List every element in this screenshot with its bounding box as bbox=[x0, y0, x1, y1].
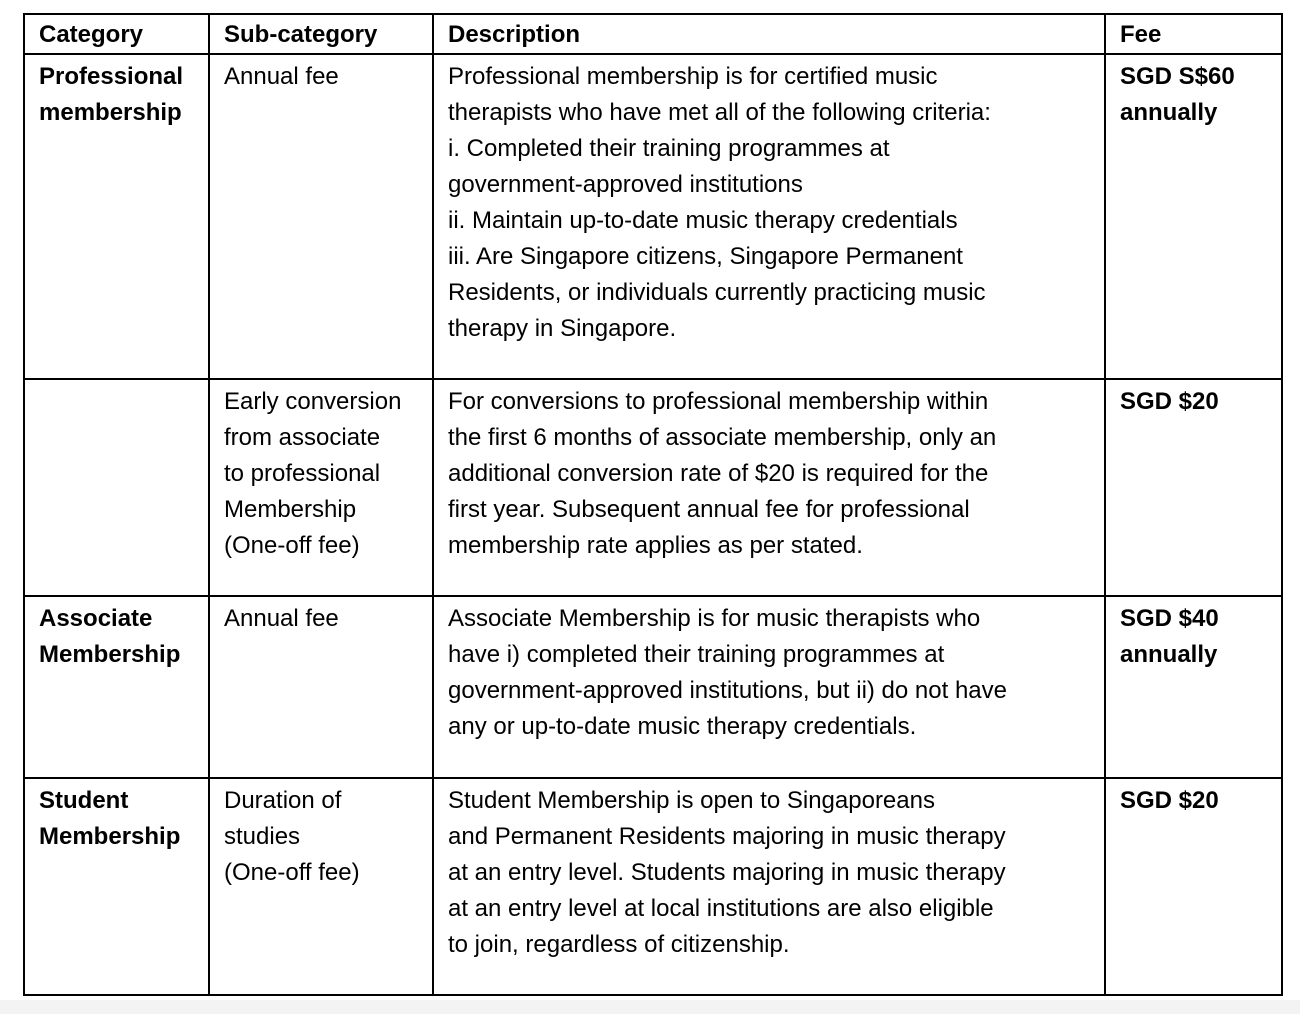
header-fee: Fee bbox=[1105, 14, 1282, 54]
description-line: government-approved institutions, but ii) do not have bbox=[448, 677, 1007, 704]
subcategory-text: Annual fee bbox=[224, 63, 339, 90]
description-line: at an entry level. Students majoring in music therapy bbox=[448, 859, 1006, 886]
description-line: iii. Are Singapore citizens, Singapore Permanent bbox=[448, 243, 963, 270]
header-description: Description bbox=[433, 14, 1105, 54]
subcategory-line: studies bbox=[224, 823, 301, 850]
subcategory-line: to professional bbox=[224, 460, 381, 487]
subcategory-line: Membership bbox=[224, 496, 357, 523]
fee-line: SGD $20 bbox=[1120, 787, 1219, 814]
header-subcategory: Sub-category bbox=[209, 14, 433, 54]
description-line: Residents, or individuals currently practicing music bbox=[448, 279, 986, 306]
fee-line: annually bbox=[1120, 641, 1218, 668]
description-line: the first 6 months of associate membership, only an bbox=[448, 424, 997, 451]
category-line: Associate bbox=[39, 605, 153, 632]
category-cell bbox=[24, 379, 209, 596]
description-line: For conversions to professional membership within bbox=[448, 388, 989, 415]
subcategory-cell bbox=[209, 778, 433, 995]
description-line: have i) completed their training programmes at bbox=[448, 641, 945, 668]
description-line: Professional membership is for certified music bbox=[448, 63, 938, 90]
description-line: additional conversion rate of $20 is required for the bbox=[448, 460, 989, 487]
table-row bbox=[24, 54, 1282, 379]
description-line: government-approved institutions bbox=[448, 171, 803, 198]
subcategory-line: (One-off fee) bbox=[224, 532, 360, 559]
description-line: membership rate applies as per stated. bbox=[448, 532, 863, 559]
category-line: Student bbox=[39, 787, 129, 814]
description-cell bbox=[433, 379, 1105, 596]
subcategory-line: (One-off fee) bbox=[224, 859, 360, 886]
fee-line: annually bbox=[1120, 99, 1218, 126]
fee-cell bbox=[1105, 778, 1282, 995]
category-text: Professional membership bbox=[39, 63, 184, 126]
fee-cell bbox=[1105, 596, 1282, 778]
membership-fee-table bbox=[23, 13, 1283, 996]
description-line: at an entry level at local institutions are also eligible bbox=[448, 895, 994, 922]
fee-cell bbox=[1105, 379, 1282, 596]
category-line: Membership bbox=[39, 823, 181, 850]
description-cell bbox=[433, 778, 1105, 995]
fee-line: SGD $20 bbox=[1120, 388, 1219, 415]
category-line: Membership bbox=[39, 641, 181, 668]
description-line: therapy in Singapore. bbox=[448, 315, 677, 342]
subcategory-cell bbox=[209, 54, 433, 379]
fee-cell bbox=[1105, 54, 1282, 379]
subcategory-text: Annual fee bbox=[224, 605, 339, 632]
description-cell bbox=[433, 596, 1105, 778]
subcategory-cell bbox=[209, 596, 433, 778]
table-row bbox=[24, 596, 1282, 778]
category-cell bbox=[24, 54, 209, 379]
table-row bbox=[24, 379, 1282, 596]
page-bottom-strip bbox=[0, 1000, 1300, 1014]
description-line: i. Completed their training programmes at bbox=[448, 135, 890, 162]
category-cell bbox=[24, 778, 209, 995]
description-line: any or up-to-date music therapy credentials. bbox=[448, 713, 917, 740]
subcategory-cell bbox=[209, 379, 433, 596]
description-line: Associate Membership is for music therapists who bbox=[448, 605, 981, 632]
subcategory-line: from associate bbox=[224, 424, 381, 451]
header-category: Category bbox=[24, 14, 209, 54]
subcategory-line: Early conversion bbox=[224, 388, 402, 415]
description-line: to join, regardless of citizenship. bbox=[448, 931, 790, 958]
description-line: ii. Maintain up-to-date music therapy credentials bbox=[448, 207, 958, 234]
description-cell bbox=[433, 54, 1105, 379]
subcategory-line: Duration of bbox=[224, 787, 342, 814]
table-row bbox=[24, 778, 1282, 995]
description-line: Student Membership is open to Singaporeans bbox=[448, 787, 935, 814]
fee-line: SGD S$60 bbox=[1120, 63, 1235, 90]
fee-line: SGD $40 bbox=[1120, 605, 1219, 632]
category-cell bbox=[24, 596, 209, 778]
description-line: first year. Subsequent annual fee for professional bbox=[448, 496, 970, 523]
header-row bbox=[24, 14, 1282, 54]
description-line: therapists who have met all of the following criteria: bbox=[448, 99, 991, 126]
description-line: and Permanent Residents majoring in music therapy bbox=[448, 823, 1006, 850]
